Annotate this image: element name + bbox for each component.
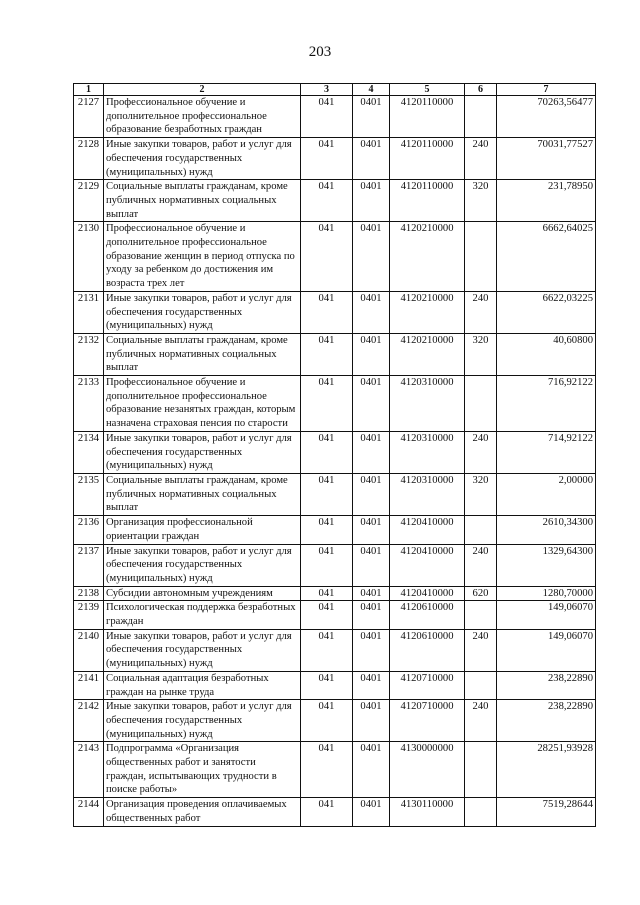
table-row: [74, 544, 596, 586]
expense-name-cell: Субсидии автономным учреждениям: [104, 586, 301, 601]
expense-name-cell: Иные закупки товаров, работ и услуг для обеспечения государственных (муниципальных) нужд: [104, 431, 301, 473]
row-number-cell: 2128: [74, 138, 104, 180]
expense-name-cell: Профессиональное обучение и дополнительное профессиональное образование незанятых граждан, которым назначена страховая пенсия по старости: [104, 376, 301, 432]
expense-name-cell: Социальные выплаты гражданам, кроме публичных нормативных социальных выплат: [104, 180, 301, 222]
table-row: [74, 180, 596, 222]
expense-type-code-cell: 320: [465, 473, 497, 515]
row-number-cell: 2137: [74, 544, 104, 586]
section-code-cell: 0401: [353, 222, 390, 292]
expense-type-code-cell: 320: [465, 180, 497, 222]
section-code-cell: 0401: [353, 473, 390, 515]
ministry-code-cell: 041: [301, 586, 353, 601]
target-article-code-cell: 4120610000: [390, 629, 465, 671]
ministry-code-cell: 041: [301, 629, 353, 671]
column-header: 7: [497, 84, 596, 96]
column-header: 4: [353, 84, 390, 96]
expense-name-cell: Социальная адаптация безработных граждан на рынке труда: [104, 671, 301, 699]
section-code-cell: 0401: [353, 96, 390, 138]
table-row: [74, 431, 596, 473]
table-row: [74, 629, 596, 671]
target-article-code-cell: 4120310000: [390, 431, 465, 473]
page-number: 203: [308, 44, 332, 60]
section-code-cell: 0401: [353, 138, 390, 180]
expense-name-cell: Профессиональное обучение и дополнительное профессиональное образование безработных граждан: [104, 96, 301, 138]
ministry-code-cell: 041: [301, 473, 353, 515]
ministry-code-cell: 041: [301, 798, 353, 826]
section-code-cell: 0401: [353, 431, 390, 473]
target-article-code-cell: 4120710000: [390, 671, 465, 699]
amount-cell: 1280,70000: [497, 586, 596, 601]
ministry-code-cell: 041: [301, 222, 353, 292]
amount-cell: 149,06070: [497, 629, 596, 671]
expense-type-code-cell: [465, 96, 497, 138]
expense-type-code-cell: [465, 222, 497, 292]
row-number-cell: 2134: [74, 431, 104, 473]
target-article-code-cell: 4120110000: [390, 96, 465, 138]
row-number-cell: 2135: [74, 473, 104, 515]
target-article-code-cell: 4120610000: [390, 601, 465, 629]
amount-cell: 6662,64025: [497, 222, 596, 292]
amount-cell: 7519,28644: [497, 798, 596, 826]
expense-type-code-cell: [465, 376, 497, 432]
target-article-code-cell: 4120210000: [390, 333, 465, 375]
row-number-cell: 2138: [74, 586, 104, 601]
table-row: [74, 473, 596, 515]
section-code-cell: 0401: [353, 333, 390, 375]
column-header: 1: [74, 84, 104, 96]
section-code-cell: 0401: [353, 291, 390, 333]
ministry-code-cell: 041: [301, 96, 353, 138]
amount-cell: 716,92122: [497, 376, 596, 432]
amount-cell: 40,60800: [497, 333, 596, 375]
expense-type-code-cell: 320: [465, 333, 497, 375]
expense-name-cell: Психологическая поддержка безработных граждан: [104, 601, 301, 629]
amount-cell: 238,22890: [497, 671, 596, 699]
expense-type-code-cell: [465, 798, 497, 826]
table-row: [74, 516, 596, 544]
expense-name-cell: Социальные выплаты гражданам, кроме публичных нормативных социальных выплат: [104, 333, 301, 375]
row-number-cell: 2131: [74, 291, 104, 333]
target-article-code-cell: 4120310000: [390, 376, 465, 432]
target-article-code-cell: 4120210000: [390, 291, 465, 333]
expense-name-cell: Иные закупки товаров, работ и услуг для обеспечения государственных (муниципальных) нужд: [104, 544, 301, 586]
amount-cell: 2610,34300: [497, 516, 596, 544]
ministry-code-cell: 041: [301, 700, 353, 742]
amount-cell: 70031,77527: [497, 138, 596, 180]
amount-cell: 149,06070: [497, 601, 596, 629]
column-header: 3: [301, 84, 353, 96]
section-code-cell: 0401: [353, 586, 390, 601]
row-number-cell: 2141: [74, 671, 104, 699]
expense-type-code-cell: [465, 601, 497, 629]
target-article-code-cell: 4120110000: [390, 180, 465, 222]
section-code-cell: 0401: [353, 376, 390, 432]
target-article-code-cell: 4130000000: [390, 742, 465, 798]
table-row: [74, 222, 596, 292]
target-article-code-cell: 4120710000: [390, 700, 465, 742]
amount-cell: 238,22890: [497, 700, 596, 742]
row-number-cell: 2143: [74, 742, 104, 798]
expense-type-code-cell: [465, 742, 497, 798]
ministry-code-cell: 041: [301, 431, 353, 473]
row-number-cell: 2144: [74, 798, 104, 826]
expense-name-cell: Иные закупки товаров, работ и услуг для обеспечения государственных (муниципальных) нужд: [104, 138, 301, 180]
row-number-cell: 2133: [74, 376, 104, 432]
table-row: [74, 671, 596, 699]
target-article-code-cell: 4120210000: [390, 222, 465, 292]
expense-name-cell: Организация проведения оплачиваемых общественных работ: [104, 798, 301, 826]
table-body: [74, 96, 596, 827]
expense-name-cell: Иные закупки товаров, работ и услуг для обеспечения государственных (муниципальных) нужд: [104, 700, 301, 742]
row-number-cell: 2130: [74, 222, 104, 292]
ministry-code-cell: 041: [301, 376, 353, 432]
expense-type-code-cell: 240: [465, 291, 497, 333]
table-row: [74, 333, 596, 375]
amount-cell: 70263,56477: [497, 96, 596, 138]
expense-name-cell: Иные закупки товаров, работ и услуг для обеспечения государственных (муниципальных) нужд: [104, 629, 301, 671]
ministry-code-cell: 041: [301, 671, 353, 699]
budget-table: [73, 83, 596, 827]
table-row: [74, 96, 596, 138]
row-number-cell: 2129: [74, 180, 104, 222]
expense-name-cell: Подпрограмма «Организация общественных работ и занятости граждан, испытывающих трудности в поиске работы»: [104, 742, 301, 798]
table-row: [74, 742, 596, 798]
row-number-cell: 2142: [74, 700, 104, 742]
expense-name-cell: Организация профессиональной ориентации граждан: [104, 516, 301, 544]
expense-type-code-cell: [465, 516, 497, 544]
ministry-code-cell: 041: [301, 180, 353, 222]
table-row: [74, 798, 596, 826]
target-article-code-cell: 4120410000: [390, 516, 465, 544]
table-row: [74, 601, 596, 629]
ministry-code-cell: 041: [301, 544, 353, 586]
amount-cell: 231,78950: [497, 180, 596, 222]
ministry-code-cell: 041: [301, 333, 353, 375]
table-row: [74, 291, 596, 333]
table-row: [74, 138, 596, 180]
target-article-code-cell: 4120410000: [390, 586, 465, 601]
ministry-code-cell: 041: [301, 742, 353, 798]
section-code-cell: 0401: [353, 629, 390, 671]
expense-type-code-cell: 240: [465, 544, 497, 586]
expense-name-cell: Профессиональное обучение и дополнительное профессиональное образование женщин в период отпуска по уходу за ребенком до достижения им возраста трех лет: [104, 222, 301, 292]
expense-type-code-cell: 240: [465, 629, 497, 671]
section-code-cell: 0401: [353, 180, 390, 222]
ministry-code-cell: 041: [301, 291, 353, 333]
column-header: 2: [104, 84, 301, 96]
row-number-cell: 2132: [74, 333, 104, 375]
expense-name-cell: Иные закупки товаров, работ и услуг для обеспечения государственных (муниципальных) нужд: [104, 291, 301, 333]
row-number-cell: 2127: [74, 96, 104, 138]
table-header-row: [74, 84, 596, 96]
expense-type-code-cell: [465, 671, 497, 699]
section-code-cell: 0401: [353, 601, 390, 629]
section-code-cell: 0401: [353, 742, 390, 798]
expense-type-code-cell: 620: [465, 586, 497, 601]
ministry-code-cell: 041: [301, 601, 353, 629]
section-code-cell: 0401: [353, 516, 390, 544]
expense-type-code-cell: 240: [465, 138, 497, 180]
section-code-cell: 0401: [353, 700, 390, 742]
row-number-cell: 2136: [74, 516, 104, 544]
amount-cell: 714,92122: [497, 431, 596, 473]
table-row: [74, 376, 596, 432]
amount-cell: 6622,03225: [497, 291, 596, 333]
table-row: [74, 586, 596, 601]
section-code-cell: 0401: [353, 671, 390, 699]
section-code-cell: 0401: [353, 798, 390, 826]
expense-type-code-cell: 240: [465, 431, 497, 473]
section-code-cell: 0401: [353, 544, 390, 586]
target-article-code-cell: 4120310000: [390, 473, 465, 515]
amount-cell: 1329,64300: [497, 544, 596, 586]
table-row: [74, 700, 596, 742]
amount-cell: 2,00000: [497, 473, 596, 515]
row-number-cell: 2139: [74, 601, 104, 629]
target-article-code-cell: 4120110000: [390, 138, 465, 180]
amount-cell: 28251,93928: [497, 742, 596, 798]
ministry-code-cell: 041: [301, 138, 353, 180]
target-article-code-cell: 4130110000: [390, 798, 465, 826]
row-number-cell: 2140: [74, 629, 104, 671]
column-header: 6: [465, 84, 497, 96]
expense-type-code-cell: 240: [465, 700, 497, 742]
ministry-code-cell: 041: [301, 516, 353, 544]
column-header: 5: [390, 84, 465, 96]
expense-name-cell: Социальные выплаты гражданам, кроме публичных нормативных социальных выплат: [104, 473, 301, 515]
target-article-code-cell: 4120410000: [390, 544, 465, 586]
